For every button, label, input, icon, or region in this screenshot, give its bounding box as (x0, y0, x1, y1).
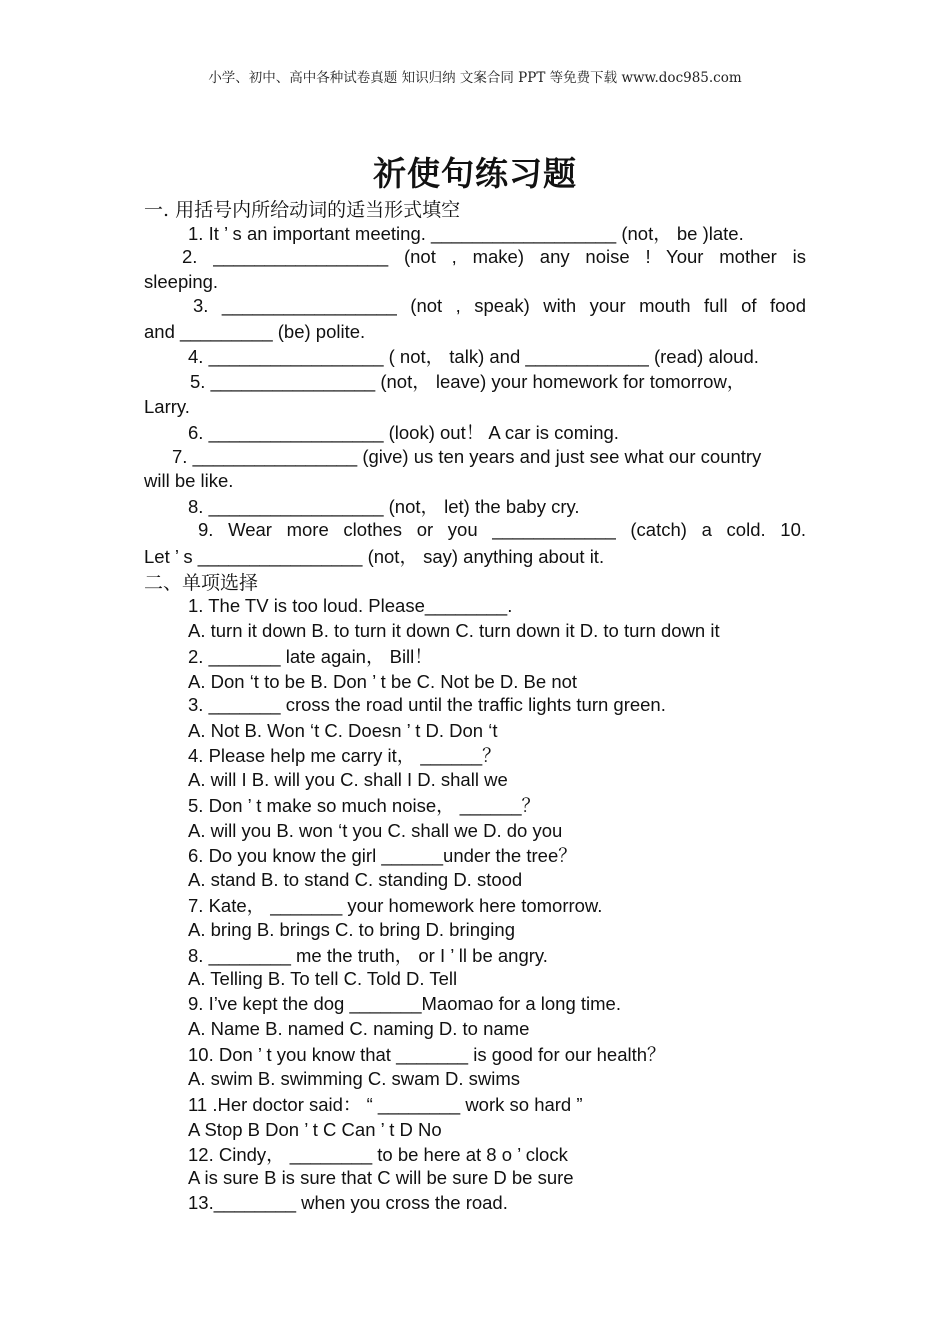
option-line: A. stand B. to stand C. standing D. stood (188, 869, 523, 890)
question-line: Let ’ s ________________ (not， say) anything about it. (144, 546, 605, 567)
option-line: A. Name B. named C. naming D. to name (188, 1018, 530, 1039)
option-line: A. turn it down B. to turn it down C. turn down it D. to turn down it (188, 620, 720, 641)
question-line: 1. It ’ s an important meeting. __________________ (not， be )late. (188, 223, 744, 244)
question-line: and _________ (be) polite. (144, 321, 366, 342)
question-line: 2. _________________ (not , make) any noise ! Your mother is (182, 246, 806, 267)
question-line: 8. _________________ (not， let) the baby cry. (188, 496, 580, 517)
option-line: A. Don ‘t to be B. Don ’ t be C. Not be D. Be not (188, 671, 578, 692)
question-line: 4. Please help me carry it， ______？ (188, 745, 501, 766)
option-line: A. bring B. brings C. to bring D. bringing (188, 919, 515, 940)
question-line: 8. ________ me the truth， or I ’ ll be angry. (188, 945, 548, 966)
question-line: sleeping. (144, 271, 219, 292)
question-line: 7. ________________ (give) us ten years and just see what our country (172, 446, 762, 467)
question-line: 3. _________________ (not , speak) with your mouth full of food (193, 295, 806, 316)
question-line: 7. Kate， _______ your homework here tomorrow. (188, 895, 603, 916)
option-line: A. will I B. will you C. shall I D. shall we (188, 769, 508, 790)
option-line: A. Not B. Won ‘t C. Doesn ’ t D. Don ‘t (188, 720, 498, 741)
option-line: A is sure B is sure that C will be sure D be sure (188, 1167, 574, 1188)
question-line: Larry. (144, 396, 190, 417)
question-line: 5. Don ’ t make so much noise， ______？ (188, 795, 541, 816)
question-line: 6. Do you know the girl ______under the tree？ (188, 845, 577, 866)
question-line: 5. ________________ (not， leave) your homework for tomorrow， (190, 371, 746, 392)
question-line: 2. _______ late again， Bill！ (188, 646, 433, 667)
question-line: 4. _________________ ( not， talk) and ____________ (read) aloud. (188, 346, 759, 367)
option-line: A. swim B. swimming C. swam D. swims (188, 1068, 520, 1089)
question-line: 9. Wear more clothes or you ____________ (catch) a cold. 10. (198, 519, 806, 540)
question-line: 11 .Her doctor said： “ ________ work so hard ” (188, 1094, 583, 1115)
option-line: A. will you B. won ‘t you C. shall we D. do you (188, 820, 563, 841)
question-line: 12. Cindy， ________ to be here at 8 o ’ clock (188, 1144, 568, 1165)
section-heading: 一. 用括号内所给动词的适当形式填空 (144, 199, 461, 221)
question-line: will be like. (144, 470, 234, 491)
page-title: 祈使句练习题 (373, 154, 577, 193)
question-line: 13.________ when you cross the road. (188, 1192, 508, 1213)
option-line: A. Telling B. To tell C. Told D. Tell (188, 968, 458, 989)
question-line: 3. _______ cross the road until the traffic lights turn green. (188, 694, 666, 715)
section-heading: 二、单项选择 (144, 572, 259, 594)
question-line: 1. The TV is too loud. Please________. (188, 595, 513, 616)
question-line: 9. I’ve kept the dog _______Maomao for a long time. (188, 993, 621, 1014)
question-line: 6. _________________ (look) out！ A car is coming. (188, 422, 619, 443)
option-line: A Stop B Don ’ t C Can ’ t D No (188, 1119, 442, 1140)
question-line: 10. Don ’ t you know that _______ is good for our health？ (188, 1044, 666, 1065)
site-header: 小学、初中、高中各种试卷真题 知识归纳 文案合同 PPT 等免费下载 www.doc985.com (208, 70, 742, 86)
